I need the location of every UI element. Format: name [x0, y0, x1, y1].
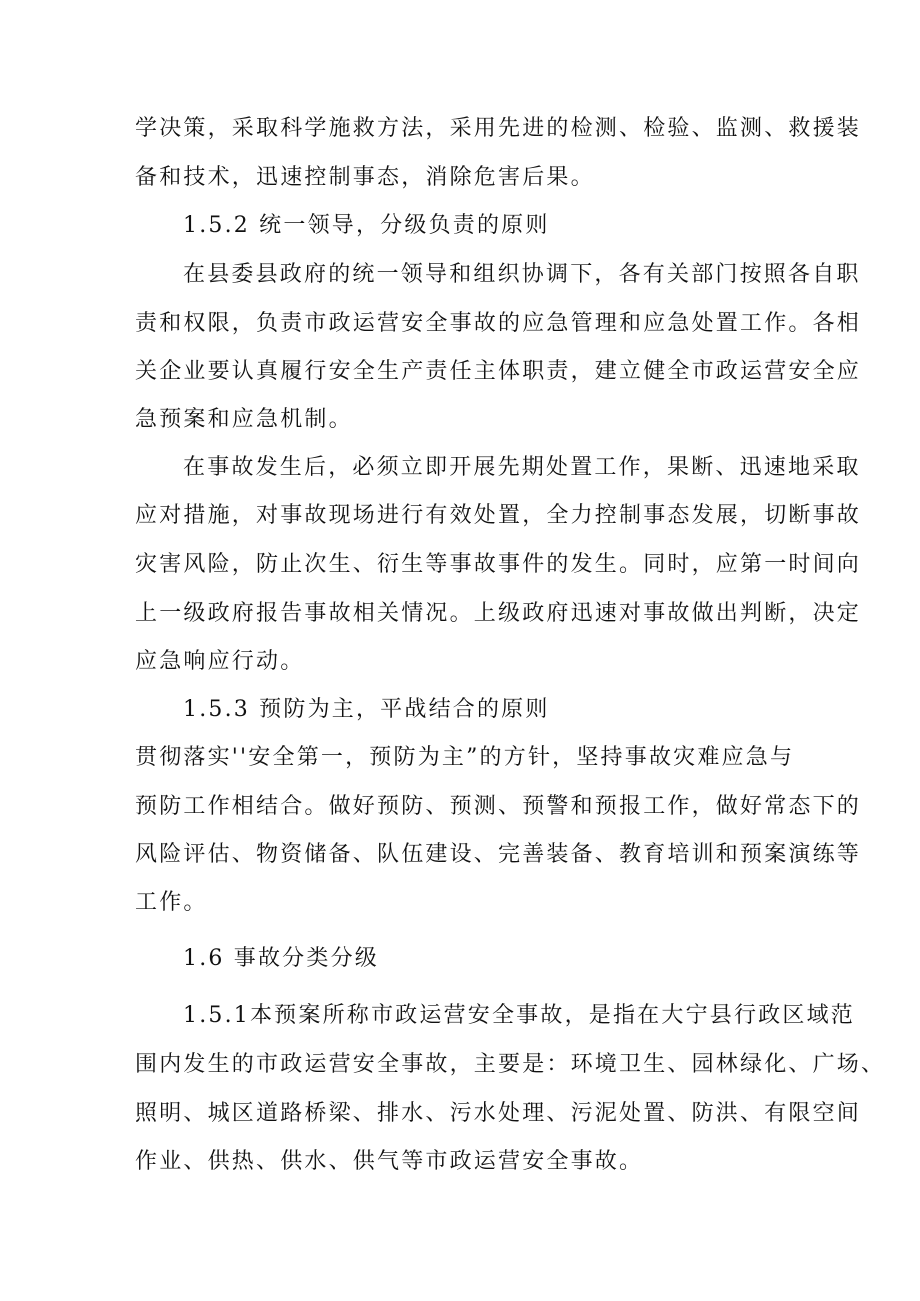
paragraph-line: 贯彻落实''安全第一，预防为主”的方针，坚持事故灾难应急与 [135, 745, 795, 770]
paragraph-line: 预防工作相结合。做好预防、预测、预警和预报工作，做好常态下的 [135, 794, 862, 819]
paragraph-line: 急预案和应急机制。 [135, 407, 353, 432]
section-heading-1-5-2: 1.5.2 统一领导，分级负责的原则 [183, 213, 550, 238]
paragraph-line: 责和权限，负责市政运营安全事故的应急管理和应急处置工作。各相 [135, 311, 862, 336]
paragraph-line: 应对措施，对事故现场进行有效处置，全力控制事态发展，切断事故 [135, 503, 862, 528]
paragraph-line: 灾害风险，防止次生、衍生等事故事件的发生。同时，应第一时间向 [135, 552, 862, 577]
paragraph-line: 作业、供热、供水、供气等市政运营安全事故。 [135, 1149, 644, 1174]
paragraph-line: 风险评估、物资储备、队伍建设、完善装备、教育培训和预案演练等 [135, 842, 862, 867]
paragraph-line: 工作。 [135, 890, 208, 915]
paragraph-line: 照明、城区道路桥梁、排水、污水处理、污泥处置、防洪、有限空间 [135, 1101, 862, 1126]
section-heading-1-6: 1.6 事故分类分级 [183, 946, 379, 971]
paragraph-line: 应急响应行动。 [135, 649, 305, 674]
paragraph-line: 在事故发生后，必须立即开展先期处置工作，果断、迅速地采取 [183, 455, 861, 480]
paragraph-line: 在县委县政府的统一领导和组织协调下，各有关部门按照各自职 [183, 262, 861, 287]
paragraph-line: 围内发生的市政运营安全事故，主要是：环境卫生、园林绿化、广场、 [135, 1052, 886, 1077]
section-heading-1-5-3: 1.5.3 预防为主，平战结合的原则 [183, 697, 550, 722]
paragraph-line: 关企业要认真履行安全生产责任主体职责，建立健全市政运营安全应 [135, 359, 862, 384]
paragraph-line: 备和技术，迅速控制事态，消除危害后果。 [135, 165, 595, 190]
paragraph-line: 上一级政府报告事故相关情况。上级政府迅速对事故做出判断，决定 [135, 601, 862, 626]
paragraph-line: 1.5.1本预案所称市政运营安全事故，是指在大宁县行政区域范 [183, 1003, 855, 1028]
paragraph-line: 学决策，采取科学施救方法，采用先进的检测、检验、监测、救援装 [135, 116, 862, 141]
